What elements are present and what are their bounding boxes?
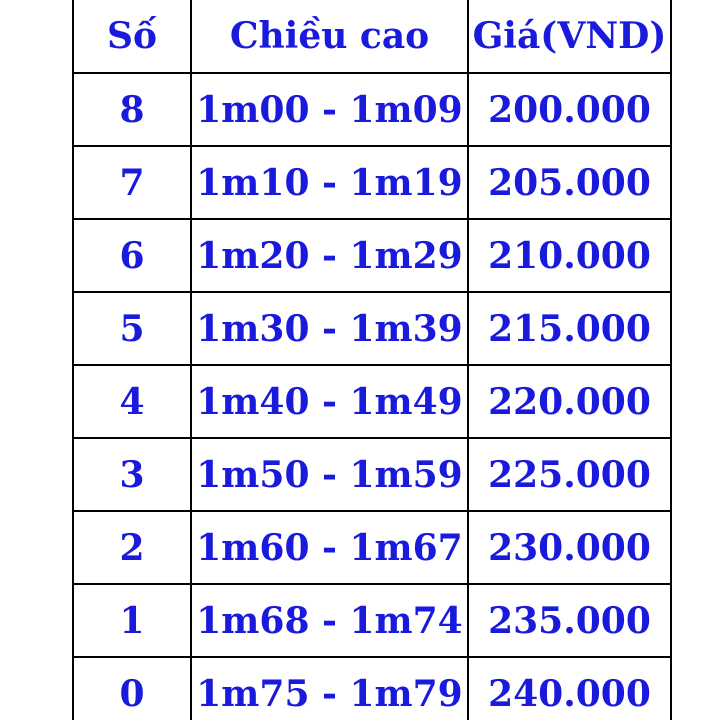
height-range-cell: 1m30 - 1m39 xyxy=(191,292,468,365)
table-row xyxy=(73,219,671,292)
price-cell: 235.000 xyxy=(468,584,671,657)
size-number-cell: 6 xyxy=(73,219,191,292)
size-number-cell: 4 xyxy=(73,365,191,438)
price-cell: 220.000 xyxy=(468,365,671,438)
size-number-cell: 3 xyxy=(73,438,191,511)
table-row xyxy=(73,146,671,219)
price-cell: 230.000 xyxy=(468,511,671,584)
table-row xyxy=(73,511,671,584)
table-header-row xyxy=(73,0,671,73)
height-range-cell: 1m50 - 1m59 xyxy=(191,438,468,511)
price-cell: 210.000 xyxy=(468,219,671,292)
size-number-cell: 1 xyxy=(73,584,191,657)
size-number-cell: 8 xyxy=(73,73,191,146)
height-range-cell: 1m00 - 1m09 xyxy=(191,73,468,146)
height-range-cell: 1m20 - 1m29 xyxy=(191,219,468,292)
price-cell: 200.000 xyxy=(468,73,671,146)
size-price-table xyxy=(72,0,672,720)
size-number-cell: 7 xyxy=(73,146,191,219)
header-size-number: Số xyxy=(73,0,191,73)
price-cell: 225.000 xyxy=(468,438,671,511)
size-number-cell: 0 xyxy=(73,657,191,720)
height-range-cell: 1m40 - 1m49 xyxy=(191,365,468,438)
table-row xyxy=(73,292,671,365)
header-price: Giá(VND) xyxy=(468,0,671,73)
price-cell: 205.000 xyxy=(468,146,671,219)
height-range-cell: 1m68 - 1m74 xyxy=(191,584,468,657)
size-number-cell: 5 xyxy=(73,292,191,365)
price-cell: 215.000 xyxy=(468,292,671,365)
size-number-cell: 2 xyxy=(73,511,191,584)
height-range-cell: 1m10 - 1m19 xyxy=(191,146,468,219)
height-range-cell: 1m75 - 1m79 xyxy=(191,657,468,720)
price-cell: 240.000 xyxy=(468,657,671,720)
header-height: Chiều cao xyxy=(191,0,468,73)
table-row xyxy=(73,584,671,657)
table-row xyxy=(73,73,671,146)
table-row xyxy=(73,438,671,511)
height-range-cell: 1m60 - 1m67 xyxy=(191,511,468,584)
table-row xyxy=(73,657,671,720)
table-row xyxy=(73,365,671,438)
